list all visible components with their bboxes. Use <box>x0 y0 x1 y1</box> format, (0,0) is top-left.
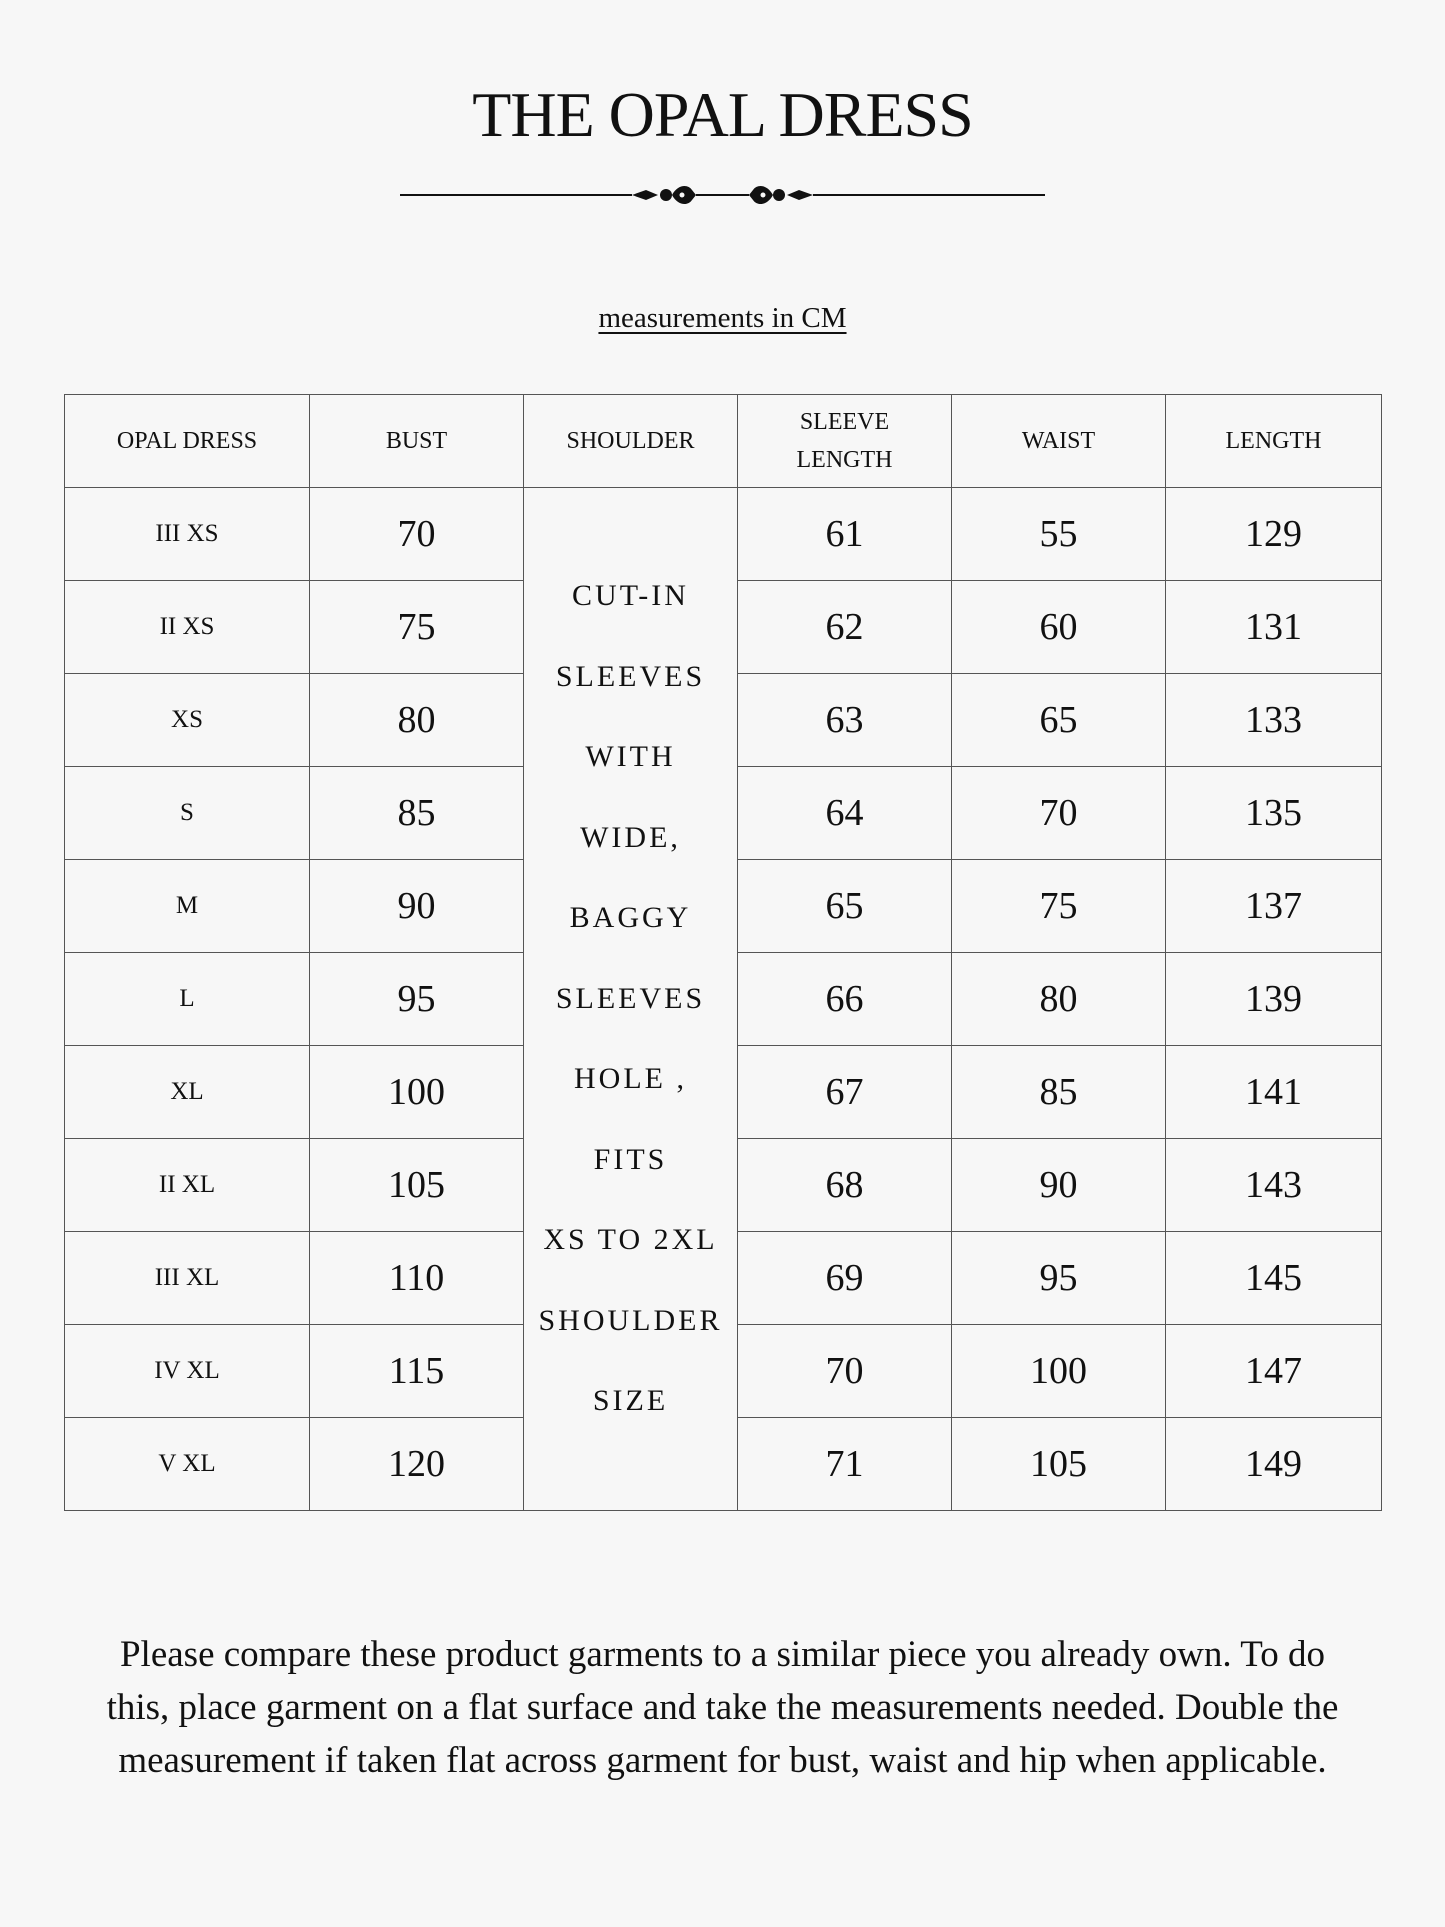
table-header-row <box>65 395 1382 488</box>
length-cell: 141 <box>1166 1046 1382 1139</box>
waist-cell: 100 <box>952 1325 1166 1418</box>
shoulder-note-line: FITS <box>593 1142 668 1176</box>
waist-cell: 55 <box>952 488 1166 581</box>
sleeve-length-cell: 64 <box>738 767 952 860</box>
page-title: THE OPAL DRESS <box>472 79 973 150</box>
bust-cell: 110 <box>310 1232 524 1325</box>
bust-cell: 90 <box>310 860 524 953</box>
waist-cell: 80 <box>952 953 1166 1046</box>
bust-cell: 95 <box>310 953 524 1046</box>
length-cell: 147 <box>1166 1325 1382 1418</box>
size-cell: II XS <box>65 581 310 674</box>
header-length: LENGTH <box>1166 395 1382 488</box>
waist-cell: 60 <box>952 581 1166 674</box>
size-cell: IV XL <box>65 1325 310 1418</box>
length-cell: 133 <box>1166 674 1382 767</box>
shoulder-note-line: WITH <box>585 740 676 774</box>
shoulder-note-cell <box>524 488 738 1511</box>
sleeve-length-cell: 61 <box>738 488 952 581</box>
header-sleeve-length-line2: LENGTH <box>796 447 893 473</box>
header-shoulder: SHOULDER <box>524 395 738 488</box>
length-cell: 129 <box>1166 488 1382 581</box>
shoulder-note-line: SIZE <box>592 1384 669 1418</box>
shoulder-note-line: HOLE , <box>574 1062 687 1096</box>
bust-cell: 70 <box>310 488 524 581</box>
waist-cell: 65 <box>952 674 1166 767</box>
length-cell: 143 <box>1166 1139 1382 1232</box>
length-cell: 137 <box>1166 860 1382 953</box>
size-cell: III XL <box>65 1232 310 1325</box>
waist-cell: 70 <box>952 767 1166 860</box>
length-cell: 149 <box>1166 1418 1382 1511</box>
bust-cell: 75 <box>310 581 524 674</box>
size-cell: S <box>65 767 310 860</box>
sleeve-length-cell: 69 <box>738 1232 952 1325</box>
header-sleeve-length <box>738 395 952 488</box>
table-row <box>65 488 1382 581</box>
sleeve-length-cell: 62 <box>738 581 952 674</box>
size-cell: L <box>65 953 310 1046</box>
waist-cell: 105 <box>952 1418 1166 1511</box>
sleeve-length-cell: 65 <box>738 860 952 953</box>
size-cell: III XS <box>65 488 310 581</box>
measuring-instructions: Please compare these product garments to a similar piece you already own. To do this, place garment on a flat surface and take the measurements needed. Double the measurement if taken flat across garment for bust, waist and hip when applicable. <box>106 1634 1339 1781</box>
length-cell: 131 <box>1166 581 1382 674</box>
length-cell: 135 <box>1166 767 1382 860</box>
sleeve-length-cell: 67 <box>738 1046 952 1139</box>
bust-cell: 105 <box>310 1139 524 1232</box>
size-cell: XL <box>65 1046 310 1139</box>
size-cell: V XL <box>65 1418 310 1511</box>
header-bust: BUST <box>310 395 524 488</box>
waist-cell: 95 <box>952 1232 1166 1325</box>
waist-cell: 75 <box>952 860 1166 953</box>
units-label: measurements in CM <box>598 302 847 334</box>
bust-cell: 120 <box>310 1418 524 1511</box>
shoulder-note-line: CUT-IN <box>572 579 689 613</box>
size-cell: M <box>65 860 310 953</box>
shoulder-note-line: WIDE, <box>580 820 681 854</box>
sleeve-length-cell: 71 <box>738 1418 952 1511</box>
header-size: OPAL DRESS <box>65 395 310 488</box>
shoulder-note-line: BAGGY <box>569 901 692 935</box>
bust-cell: 85 <box>310 767 524 860</box>
waist-cell: 85 <box>952 1046 1166 1139</box>
shoulder-note-line: XS TO 2XL <box>543 1223 718 1257</box>
sleeve-length-cell: 70 <box>738 1325 952 1418</box>
shoulder-note-line: SLEEVES <box>555 981 706 1015</box>
shoulder-note-line: SLEEVES <box>555 659 706 693</box>
size-cell: XS <box>65 674 310 767</box>
bust-cell: 115 <box>310 1325 524 1418</box>
sleeve-length-cell: 68 <box>738 1139 952 1232</box>
length-cell: 145 <box>1166 1232 1382 1325</box>
size-cell: II XL <box>65 1139 310 1232</box>
length-cell: 139 <box>1166 953 1382 1046</box>
ornament-divider-icon <box>400 180 1045 210</box>
bust-cell: 80 <box>310 674 524 767</box>
size-chart-table <box>64 394 1382 1511</box>
sleeve-length-cell: 63 <box>738 674 952 767</box>
waist-cell: 90 <box>952 1139 1166 1232</box>
bust-cell: 100 <box>310 1046 524 1139</box>
shoulder-note-line: SHOULDER <box>538 1303 723 1337</box>
header-waist: WAIST <box>952 395 1166 488</box>
header-sleeve-length-line1: SLEEVE <box>799 409 890 435</box>
sleeve-length-cell: 66 <box>738 953 952 1046</box>
